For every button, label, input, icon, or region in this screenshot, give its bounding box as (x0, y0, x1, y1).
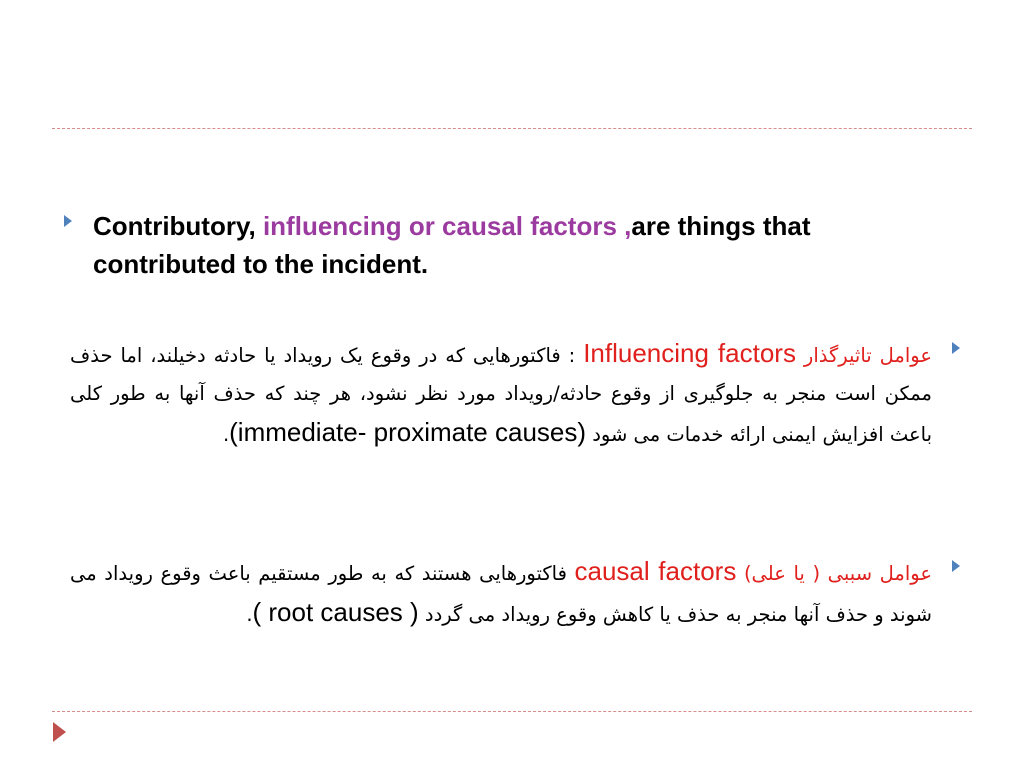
bullet-text (93, 207, 940, 283)
bottom-divider (52, 711, 972, 712)
bullet-influencing-factors (70, 334, 960, 454)
body-text: فاکتورهایی هستند که به طور مستقیم باعث وقوع رویداد می شوند و حذف آنها منجر به حذف یا کاهش وقوع رویداد می گردد (70, 562, 932, 626)
bullet-part-rest: are things that contributed to the incident. (93, 211, 811, 279)
paren-term: ( root causes ) (252, 597, 419, 627)
fa-label: عوامل سببی ( یا علی) (743, 562, 932, 585)
bullet-text (70, 552, 932, 634)
bullet-contributory (60, 207, 940, 283)
en-term: causal factors (574, 556, 737, 586)
bullet-arrow-icon (952, 342, 960, 354)
top-divider (52, 128, 972, 129)
en-term: Influencing factors (583, 338, 796, 368)
bullet-text (70, 334, 932, 454)
end-mark: . (246, 603, 253, 626)
fa-label: عوامل تاثیرگذار (803, 344, 932, 367)
bullet-arrow-icon (952, 560, 960, 572)
bullet-causal-factors (70, 552, 960, 634)
end-mark: . (222, 423, 230, 446)
paren-term: (immediate- proximate causes) (229, 417, 587, 447)
bullet-part-highlight: influencing or causal factors , (262, 211, 632, 241)
slide-corner-arrow-icon (53, 722, 66, 742)
bullet-arrow-icon (64, 215, 72, 227)
bullet-part-bold: Contributory, (93, 211, 263, 241)
body-text: : فاکتورهایی که در وقوع یک رویداد یا حادثه دخیلند، اما حذف ممکن است منجر به جلوگیری از وقوع حادثه/رویداد مورد نظر نشود، هر چند که حذف آنها به طور کلی باعث افزایش ایمنی ارائه خدمات می شود (70, 344, 932, 446)
